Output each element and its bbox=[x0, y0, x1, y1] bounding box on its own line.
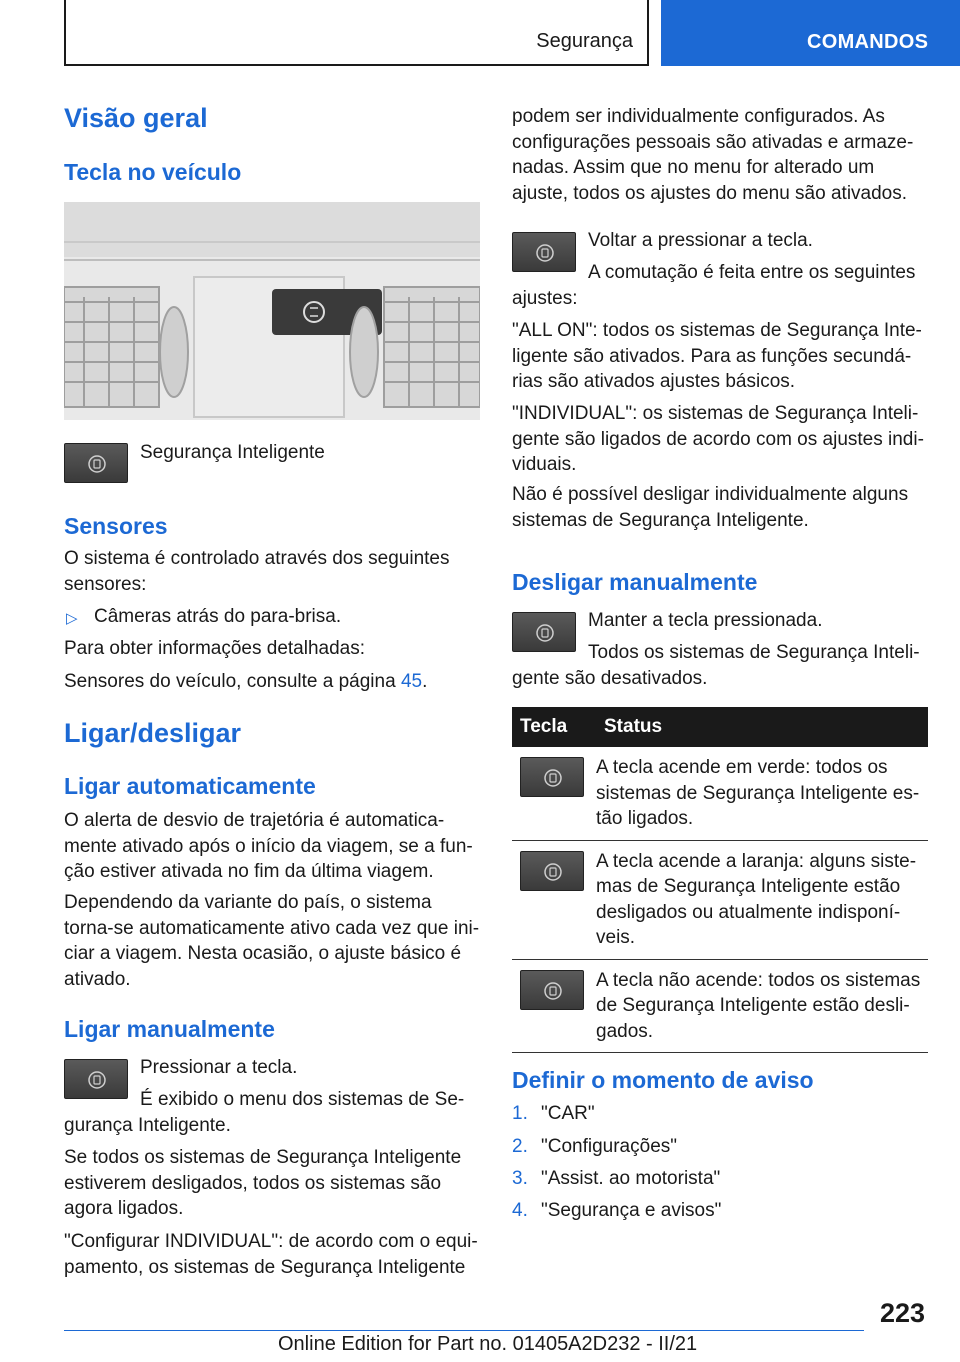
details-reference-end: . bbox=[422, 671, 428, 692]
hold-key-text: Manter a tecla pressionada. bbox=[588, 610, 823, 631]
step-text: "Segurança e avisos" bbox=[541, 1200, 722, 1221]
footer-divider bbox=[64, 1330, 864, 1331]
manual-on-step-2: É exibido o menu dos sistemas de Se-gurança Inteligente. bbox=[64, 1089, 465, 1136]
continued-paragraph: podem ser individualmente configurados. As configurações pessoais são ativadas e armaze-nadas. Assim que no menu for alterado um ajuste, todos os ajustes do menu são ativados. bbox=[512, 106, 914, 204]
table-header-row bbox=[512, 707, 928, 747]
dashboard-vents-illustration bbox=[64, 202, 480, 420]
heading-manual-off: Desligar manualmente bbox=[512, 569, 758, 595]
auto-on-paragraph-1: O alerta de desvio de trajetória é automatica-mente ativado após o início da viagem, se a fun-ção estiver ativada no fim da última viagem. bbox=[64, 810, 473, 882]
not-possible-text: Não é possível desligar individualmente alguns sistemas de Segurança Inteligente. bbox=[512, 484, 909, 531]
table-row bbox=[512, 959, 928, 1053]
heading-warning-time: Definir o momento de aviso bbox=[512, 1067, 814, 1093]
header-section-title: Segurança bbox=[536, 30, 633, 52]
heading-auto-on: Ligar automaticamente bbox=[64, 773, 316, 799]
step-number: 2. bbox=[512, 1136, 528, 1157]
table-cell-key bbox=[512, 959, 596, 1053]
auto-on-paragraph-2: Dependendo da variante do país, o sistema torna-se automaticamente ativo cada vez que ini-ciar a viagem. Nesta ocasião, o ajuste básico é ativado. bbox=[64, 892, 480, 990]
details-reference-text: Sensores do veículo, consulte a página bbox=[64, 671, 401, 692]
step-text: "Configurações" bbox=[541, 1136, 678, 1157]
page-45-link[interactable]: 45 bbox=[400, 671, 423, 692]
step-text: "Assist. ao motorista" bbox=[541, 1168, 721, 1189]
heading-on-off: Ligar/desligar bbox=[64, 718, 242, 748]
details-label: Para obter informações detalhadas: bbox=[64, 638, 366, 659]
manual-on-paragraph-1: Se todos os sistemas de Segurança Inteligente estiverem desligados, todos os sistemas são agora ligados. bbox=[64, 1147, 462, 1219]
safety-key-icon bbox=[520, 757, 584, 797]
header-chapter-tab[interactable] bbox=[661, 0, 960, 66]
safety-key-icon bbox=[520, 851, 584, 891]
step-text: "CAR" bbox=[541, 1103, 595, 1124]
heading-overview: Visão geral bbox=[64, 103, 208, 133]
sensors-bullet-item: Câmeras atrás do para-brisa. bbox=[94, 606, 342, 627]
vehicle-key-photo bbox=[64, 202, 480, 420]
key-caption: Segurança Inteligente bbox=[140, 442, 325, 463]
manual-off-text: Todos os sistemas de Segurança Inteli-gente são desativados. bbox=[512, 642, 920, 689]
table-row bbox=[512, 840, 928, 959]
footer-edition: Online Edition for Part no. 01405A2D232 - II/21 bbox=[278, 1333, 698, 1355]
header-chapter-label: COMANDOS bbox=[807, 31, 929, 53]
manual-on-step-1: Pressionar a tecla. bbox=[140, 1057, 298, 1078]
all-on-text: "ALL ON": todos os sistemas de Segurança Inte-ligente são ativados. Para as funções secundá-rias são ativados ajustes básicos. bbox=[512, 320, 922, 392]
toggle-text: A comutação é feita entre os seguintes ajustes: bbox=[512, 262, 916, 309]
safety-key-icon bbox=[520, 970, 584, 1010]
sensors-text: O sistema é controlado através dos seguintes sensores: bbox=[64, 548, 450, 595]
table-row bbox=[512, 747, 928, 840]
table-cell-status: A tecla não acende: todos os sistemas de Segurança Inteligente estão desli-gados. bbox=[596, 959, 928, 1053]
press-again-text: Voltar a pressionar a tecla. bbox=[588, 230, 813, 251]
table-header-status: Status bbox=[596, 707, 928, 747]
individual-text: "INDIVIDUAL": os sistemas de Segurança Inteli-gente são ligados de acordo com os ajustes indi-viduais. bbox=[512, 403, 924, 475]
heading-key-in-vehicle: Tecla no veículo bbox=[64, 159, 242, 185]
header-box bbox=[64, 0, 649, 66]
table-cell-status: A tecla acende em verde: todos os sistemas de Segurança Inteligente es-tão ligados. bbox=[596, 747, 928, 840]
page-number: 223 bbox=[880, 1298, 926, 1328]
key-status-table bbox=[512, 707, 928, 1053]
step-number: 3. bbox=[512, 1168, 528, 1189]
safety-key-icon bbox=[64, 443, 128, 483]
step-number: 1. bbox=[512, 1103, 528, 1124]
table-header-key: Tecla bbox=[512, 707, 596, 747]
triangle-right-icon: ▷ bbox=[66, 610, 78, 627]
table-cell-key bbox=[512, 747, 596, 840]
details-reference bbox=[64, 669, 427, 695]
heading-sensors: Sensores bbox=[64, 513, 168, 539]
step-number: 4. bbox=[512, 1200, 528, 1221]
table-cell-status: A tecla acende a laranja: alguns siste-mas de Segurança Inteligente estão desligados ou atualmente indisponí-veis. bbox=[596, 840, 928, 959]
table-cell-key bbox=[512, 840, 596, 959]
manual-on-paragraph-2: "Configurar INDIVIDUAL": de acordo com o equi-pamento, os sistemas de Segurança Inteligente bbox=[64, 1231, 478, 1278]
heading-manual-on: Ligar manualmente bbox=[64, 1016, 275, 1042]
